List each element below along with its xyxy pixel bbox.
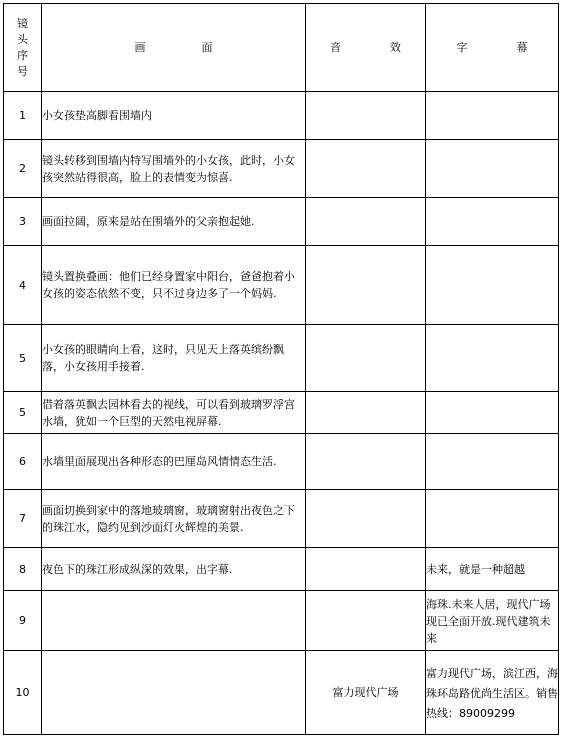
- sound-effect: [306, 591, 426, 651]
- table-row: [4, 246, 559, 325]
- table-row: [4, 92, 559, 140]
- scene-description: [42, 651, 306, 735]
- sound-effect: [306, 198, 426, 246]
- shot-number: 4: [4, 246, 42, 325]
- caption-text: [426, 392, 559, 434]
- table-row: [4, 198, 559, 246]
- header-row: [4, 4, 559, 92]
- sound-effect: [306, 392, 426, 434]
- scene-description: 镜头转移到围墙内特写围墙外的小女孩，此时，小女孩突然站得很高，脸上的表情变为惊喜.: [42, 140, 306, 198]
- scene-description: [42, 591, 306, 651]
- caption-text: 富力现代广场，滨江西，海珠环岛路优尚生活区。销售热线：89009299: [426, 651, 559, 735]
- scene-description: 夜色下的珠江形成纵深的效果，出字幕.: [42, 548, 306, 591]
- caption-text: [426, 325, 559, 392]
- caption-text: [426, 246, 559, 325]
- scene-description: 小女孩的眼睛向上看，这时，只见天上落英缤纷飘落，小女孩用手接着.: [42, 325, 306, 392]
- header-shot-number-char: 序: [17, 48, 28, 62]
- shot-number: 9: [4, 591, 42, 651]
- table-row: [4, 392, 559, 434]
- sound-effect: [306, 548, 426, 591]
- shot-number: 5: [4, 325, 42, 392]
- shot-number: 5: [4, 392, 42, 434]
- table-row: [4, 434, 559, 490]
- scene-description: 画面切换到家中的落地玻璃窗，玻璃窗射出夜色之下的珠江水，隐约见到沙面灯火辉煌的美景.: [42, 490, 306, 548]
- table-row: [4, 548, 559, 591]
- shot-number: 6: [4, 434, 42, 490]
- sound-effect: [306, 325, 426, 392]
- shot-number: 1: [4, 92, 42, 140]
- table-row: [4, 651, 559, 735]
- caption-text: [426, 490, 559, 548]
- shot-number: 3: [4, 198, 42, 246]
- header-shot-number: [4, 4, 42, 92]
- scene-description: 借着落英飘去园林看去的视线，可以看到玻璃罗浮宫水墙，犹如一个巨型的天然电视屏幕.: [42, 392, 306, 434]
- sound-effect: [306, 490, 426, 548]
- table-row: [4, 591, 559, 651]
- shot-number: 7: [4, 490, 42, 548]
- sound-effect: [306, 92, 426, 140]
- table-row: [4, 325, 559, 392]
- storyboard-table: [3, 3, 559, 735]
- header-caption: 字 幕: [426, 4, 559, 92]
- header-shot-number-char: 镜: [17, 16, 28, 30]
- shot-number: 2: [4, 140, 42, 198]
- sound-effect: [306, 140, 426, 198]
- scene-description: 画面拉阔，原来是站在围墙外的父亲抱起她.: [42, 198, 306, 246]
- scene-description: 水墙里面展现出各种形态的巴厘岛风情情态生活.: [42, 434, 306, 490]
- header-shot-number-char: 号: [17, 64, 28, 78]
- table-row: [4, 490, 559, 548]
- caption-text: [426, 198, 559, 246]
- caption-text: [426, 92, 559, 140]
- shot-number: 8: [4, 548, 42, 591]
- table-row: [4, 140, 559, 198]
- sound-effect: [306, 246, 426, 325]
- sound-effect: [306, 434, 426, 490]
- shot-number: 10: [4, 651, 42, 735]
- caption-text: 海珠.未来人居，现代广场现已全面开放.现代建筑未来: [426, 591, 559, 651]
- header-scene: 画 面: [42, 4, 306, 92]
- header-sound: 音 效: [306, 4, 426, 92]
- caption-text: [426, 140, 559, 198]
- sound-effect: 富力现代广场: [306, 651, 426, 735]
- scene-description: 镜头置换叠画：他们已经身置家中阳台，爸爸抱着小女孩的姿态依然不变，只不过身边多了一个妈妈.: [42, 246, 306, 325]
- scene-description: 小女孩垫高脚看围墙内: [42, 92, 306, 140]
- caption-text: [426, 434, 559, 490]
- header-shot-number-char: 头: [17, 32, 28, 46]
- caption-text: 未来，就是一种超越: [426, 548, 559, 591]
